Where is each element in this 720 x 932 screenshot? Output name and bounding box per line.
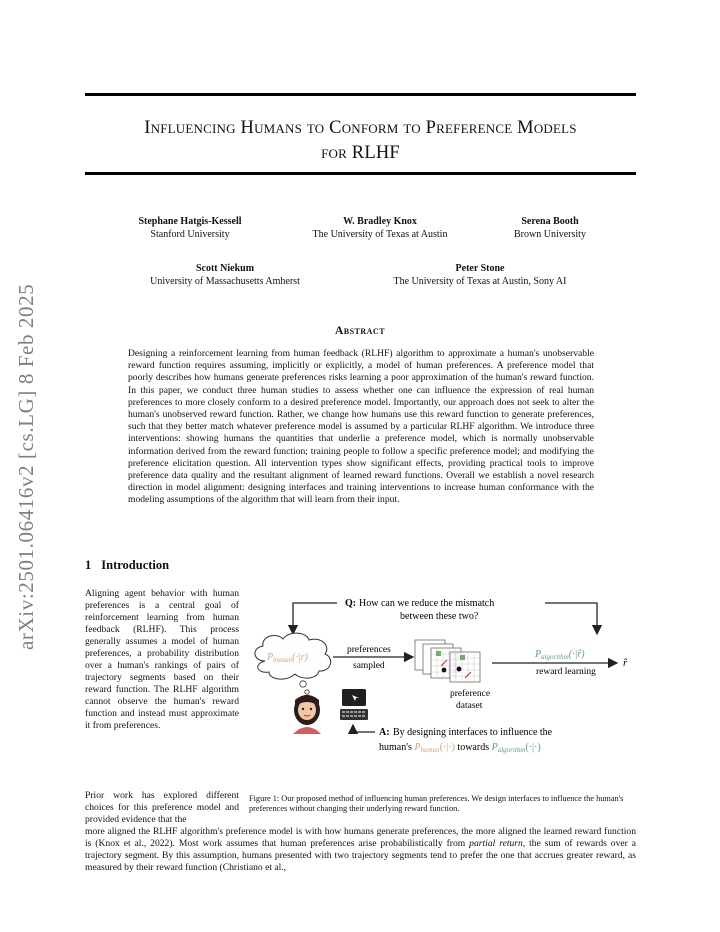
computer-icon bbox=[340, 689, 368, 720]
title-rule-bottom bbox=[85, 172, 636, 175]
author-affiliation: University of Massachusetts Amherst bbox=[150, 275, 300, 287]
intro-emphasis: partial return bbox=[469, 838, 523, 849]
author-5 bbox=[360, 263, 600, 288]
sampled-label: sampled bbox=[353, 661, 385, 671]
intro-text: , the sum of rewards over a trajectory segment. By this assumption, humans presented with two trajectory segments tend to prefer the one that accrues greater reward, as measured by their reward function (Christiano et al., bbox=[85, 838, 637, 873]
author-affiliation: Brown University bbox=[514, 228, 586, 240]
p-algorithm-label: $P_{algorithm}(\cdot|r̂)$ bbox=[535, 649, 585, 661]
title-line-1: Influencing Humans to Conform to Preference Models bbox=[144, 118, 577, 138]
answer-line-2: human's $P_{human}(\cdot|\cdot)$ towards $P_{algorithm}(\cdot|\cdot)$ bbox=[379, 742, 541, 754]
section-number: 1 bbox=[85, 558, 92, 572]
section-title: Introduction bbox=[101, 558, 170, 572]
thought-cloud bbox=[255, 633, 331, 694]
author-affiliation: The University of Texas at Austin bbox=[312, 228, 448, 240]
intro-paragraph-2-start: Prior work has explored different choices for this preference model and provided evidence that the bbox=[85, 790, 239, 825]
question-line-1: How can we reduce the mismatch bbox=[359, 598, 495, 609]
paper-title bbox=[85, 116, 636, 166]
author-name: Stephane Hatgis-Kessell bbox=[138, 216, 242, 227]
dataset-label-2: dataset bbox=[456, 701, 483, 711]
author-name: Peter Stone bbox=[455, 263, 505, 274]
intro-text: more aligned the RLHF algorithm's preference model is with how humans generate preferences, the more aligned the learned reward function is (Knox et al., 2022). Most work assumes that human preferences arise probabilistically from bbox=[85, 826, 636, 849]
author-name: Serena Booth bbox=[521, 216, 579, 227]
question-label: Q: bbox=[345, 598, 357, 609]
author-4 bbox=[120, 263, 330, 288]
answer-arrow-line bbox=[353, 728, 375, 732]
question-arrow-left bbox=[293, 603, 337, 634]
author-2 bbox=[290, 216, 470, 241]
p-human-label: $P_{human}(\cdot|r)$ bbox=[267, 652, 308, 664]
section-heading bbox=[85, 558, 169, 573]
abstract-body: Designing a reinforcement learning from human feedback (RLHF) algorithm to approximate a human's unobservable reward function requires assuming, implicitly or explicitly, a model of human preferences. A preference model that poorly describes how humans generate preferences risks learning a poor approximation of the human's reward function. In this paper, we conduct three human studies to assess whether one can influence the expression of real human preferences to more closely conform to a desired preference model. Importantly, our approach does not seek to alter the human's unobserved reward function. Rather, we change how humans use this reward function to generate preferences, such that they better match whatever preference model is assumed by a particular RLHF algorithm. We introduce three interventions: showing humans the quantities that underlie a preference model, which is normally unobservable information derived from the reward function; training people to follow a specific preference model; and modifying the preference elicitation question. All intervention types show significant effects, providing practical tools to improve preference data quality and the resultant alignment of learned reward functions. Overall we establish a novel research direction in model alignment: designing interfaces and training interventions to increase human conformance with the modeling assumptions of the algorithm that will learn from their input. bbox=[128, 348, 594, 506]
author-name: W. Bradley Knox bbox=[343, 216, 417, 227]
author-3 bbox=[495, 216, 605, 241]
author-affiliation: The University of Texas at Austin, Sony AI bbox=[393, 275, 567, 287]
dataset-label-1: preference bbox=[450, 689, 491, 699]
reward-learning-label: reward learning bbox=[536, 667, 596, 677]
learned-reward-label: r̂ bbox=[623, 657, 628, 669]
title-line-2: for RLHF bbox=[321, 143, 400, 163]
intro-paragraph-1: Aligning agent behavior with human preferences is a central goal of reinforcement learning from human feedback (RLHF). This process generally assumes a model of human preferences, a probability distribution over a human's rankings of pairs of trajectory segments based on their reward function. The RLHF algorithm cannot observe the human's reward function and instead must approximate it from preferences. bbox=[85, 588, 239, 731]
author-1 bbox=[110, 216, 270, 241]
author-name: Scott Niekum bbox=[195, 263, 255, 274]
figure-1-caption: Figure 1: Our proposed method of influencing human preferences. We design interfaces to influence the human's preferences without changing their underlying reward function. bbox=[249, 794, 624, 814]
question-line-2: between these two? bbox=[400, 611, 479, 622]
human-avatar-icon bbox=[293, 695, 321, 734]
preferences-label: preferences bbox=[347, 645, 391, 655]
title-rule-top bbox=[85, 93, 636, 96]
answer-label: A: bbox=[379, 727, 390, 738]
arxiv-identifier: arXiv:2501.06416v2 [cs.LG] 8 Feb 2025 bbox=[14, 283, 38, 650]
question-arrow-right bbox=[545, 603, 597, 634]
preference-dataset-icon bbox=[415, 640, 480, 682]
abstract-heading: Abstract bbox=[334, 325, 386, 337]
figure-1-diagram bbox=[245, 586, 645, 786]
author-affiliation: Stanford University bbox=[150, 228, 230, 240]
answer-line-1: By designing interfaces to influence the bbox=[393, 727, 553, 738]
intro-paragraph-2-continued bbox=[85, 826, 636, 874]
